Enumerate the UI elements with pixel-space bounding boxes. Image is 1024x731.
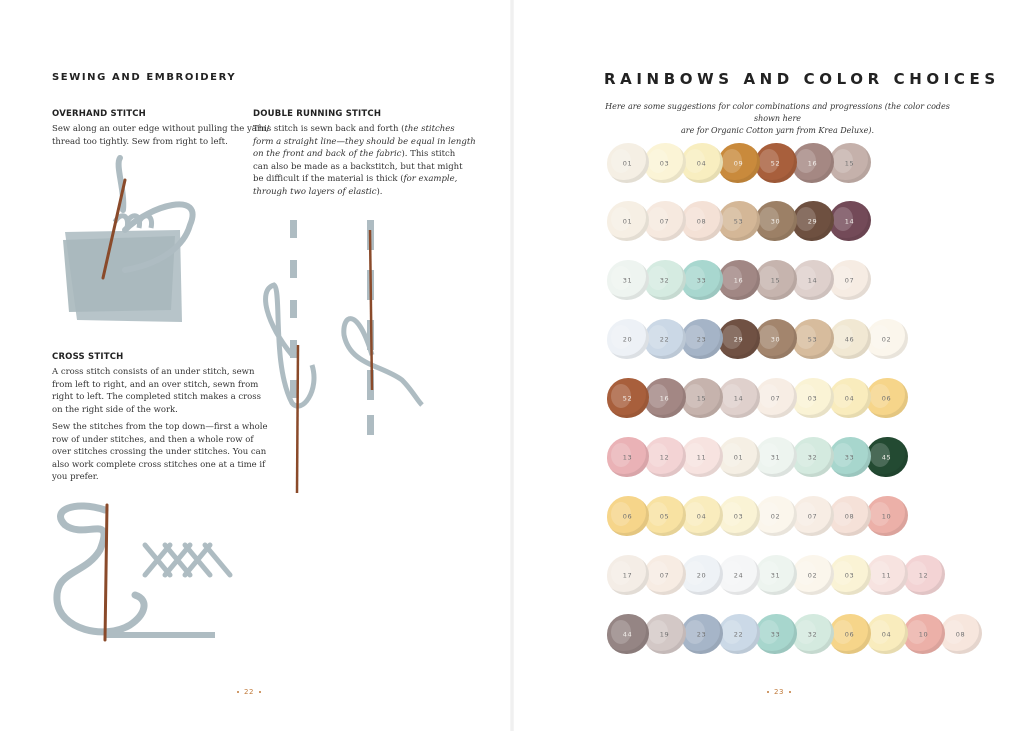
color-swatch: [792, 614, 834, 654]
swatch-code: 03: [733, 512, 744, 521]
color-swatch: [718, 614, 760, 654]
double-running-body: [253, 123, 476, 198]
color-swatch: [718, 555, 760, 595]
color-swatch: [607, 201, 649, 241]
color-swatch: [866, 496, 908, 536]
swatch-code: 15: [696, 394, 707, 403]
swatch-code: 22: [733, 630, 744, 639]
swatch-code: 12: [659, 453, 670, 462]
color-swatch: [644, 555, 686, 595]
swatch-code: 03: [807, 394, 818, 403]
intro-text: [600, 101, 955, 137]
swatch-code: 14: [733, 394, 744, 403]
color-swatch: [718, 143, 760, 183]
color-swatch: [607, 437, 649, 477]
swatch-code: 04: [844, 394, 855, 403]
swatch-code: 11: [881, 571, 892, 580]
color-swatch: [903, 555, 945, 595]
swatch-code: 16: [659, 394, 670, 403]
color-swatch: [866, 614, 908, 654]
color-swatch: [755, 496, 797, 536]
swatch-code: 08: [844, 512, 855, 521]
color-swatch: [829, 437, 871, 477]
swatch-code: 15: [844, 159, 855, 168]
cross-line: row of under stitches, and then a whole row of: [52, 434, 254, 445]
dr-text: be difficult if the material is thick (: [253, 174, 404, 184]
color-swatch: [607, 143, 649, 183]
color-swatch: [718, 201, 760, 241]
swatch-code: 03: [844, 571, 855, 580]
cross-stitches: [145, 545, 230, 575]
swatch-code: 45: [881, 453, 892, 462]
double-running-stitch-illustration: [262, 215, 432, 500]
swatch-code: 01: [733, 453, 744, 462]
swatch-code: 31: [770, 571, 781, 580]
swatch-code: 52: [770, 159, 781, 168]
dr-text: can also be made as a backstitch, but that might: [253, 161, 463, 172]
color-swatch: [607, 614, 649, 654]
color-swatch: [644, 260, 686, 300]
needle: [105, 505, 107, 640]
color-swatch: [681, 378, 723, 418]
color-swatch: [681, 143, 723, 183]
color-swatch: [607, 260, 649, 300]
color-swatch: [792, 555, 834, 595]
color-swatch: [829, 143, 871, 183]
cross-line: on the right side of the work.: [52, 404, 178, 415]
color-swatch: [792, 496, 834, 536]
color-swatch: [792, 378, 834, 418]
color-swatch: [718, 260, 760, 300]
swatch-code: 07: [659, 217, 670, 226]
yarn-curve: [57, 506, 144, 632]
swatch-code: 20: [622, 335, 633, 344]
overhand-line: thread too tightly. Sew from right to left.: [52, 136, 228, 147]
dr-text: the stitches: [404, 124, 455, 134]
cross-stitch-illustration: [45, 490, 240, 660]
color-swatch: [755, 614, 797, 654]
color-swatch: [681, 437, 723, 477]
swatch-code: 02: [807, 571, 818, 580]
page-number-text: 23: [774, 688, 784, 696]
color-swatch: [792, 437, 834, 477]
color-swatch: [607, 496, 649, 536]
right-page: [512, 0, 1024, 731]
color-swatch: [607, 555, 649, 595]
color-swatch: [755, 378, 797, 418]
color-swatch: [644, 143, 686, 183]
page-title: RAINBOWS AND COLOR CHOICES: [604, 70, 1000, 88]
swatch-code: 06: [622, 512, 633, 521]
swatch-code: 08: [955, 630, 966, 639]
color-swatch: [829, 496, 871, 536]
swatch-code: 33: [696, 276, 707, 285]
swatch-code: 04: [696, 512, 707, 521]
intro-line: Here are some suggestions for color combinations and progressions (the color codes shown here: [605, 102, 950, 123]
swatch-code: 06: [844, 630, 855, 639]
color-swatch: [718, 378, 760, 418]
swatch-code: 32: [807, 630, 818, 639]
swatch-code: 22: [659, 335, 670, 344]
overhand-body: [52, 123, 269, 148]
swatch-code: 11: [696, 453, 707, 462]
color-swatch: [866, 319, 908, 359]
swatch-code: 01: [622, 159, 633, 168]
page-number-left: [232, 688, 266, 696]
color-swatch: [644, 201, 686, 241]
color-swatch: [755, 260, 797, 300]
color-swatch: [644, 496, 686, 536]
dr-text: form a straight line—they should be equal in length: [253, 136, 476, 147]
swatch-code: 14: [807, 276, 818, 285]
double-running-heading: DOUBLE RUNNING STITCH: [253, 109, 382, 119]
page-number-right: [762, 688, 796, 696]
swatch-code: 07: [807, 512, 818, 521]
color-swatch: [903, 614, 945, 654]
dr-text: for example,: [403, 174, 458, 184]
color-swatch: [829, 260, 871, 300]
color-swatch: [829, 319, 871, 359]
color-swatch: [681, 260, 723, 300]
cross-body: [52, 366, 268, 484]
color-swatch: [681, 555, 723, 595]
cross-line: also work complete cross stitches one at a time if: [52, 459, 266, 470]
swatch-code: 05: [659, 512, 670, 521]
dr-text: through two layers of elastic: [253, 186, 377, 197]
cross-line: you prefer.: [52, 472, 99, 482]
dr-text: ).: [376, 186, 383, 197]
color-swatch: [792, 319, 834, 359]
color-swatch: [792, 201, 834, 241]
color-swatch: [940, 614, 982, 654]
swatch-code: 53: [733, 217, 744, 226]
color-swatch: [607, 378, 649, 418]
color-swatch: [829, 555, 871, 595]
cross-line: from left to right, and an over stitch, sewn from: [52, 379, 259, 390]
overhand-line: Sew along an outer edge without pulling the yarn/: [52, 124, 270, 134]
color-swatch: [866, 378, 908, 418]
color-swatch: [644, 378, 686, 418]
swatch-code: 03: [659, 159, 670, 168]
swatch-code: 17: [622, 571, 633, 580]
swatch-code: 08: [696, 217, 707, 226]
swatch-code: 07: [770, 394, 781, 403]
overhand-heading: OVERHAND STITCH: [52, 109, 146, 119]
swatch-code: 01: [622, 217, 633, 226]
swatch-code: 33: [770, 630, 781, 639]
color-swatch: [755, 201, 797, 241]
fabric-front: [63, 236, 175, 312]
stitch-dashes-left: [290, 220, 297, 398]
swatch-code: 24: [733, 571, 744, 580]
cross-line: A cross stitch consists of an under stitch, sewn: [52, 367, 255, 377]
color-swatch: [829, 201, 871, 241]
color-swatch: [607, 319, 649, 359]
section-title: SEWING AND EMBROIDERY: [52, 72, 237, 83]
swatch-code: 04: [696, 159, 707, 168]
swatch-code: 46: [844, 335, 855, 344]
swatch-code: 31: [622, 276, 633, 285]
dr-text: This stitch is sewn back and forth (: [253, 124, 405, 134]
intro-line: are for Organic Cotton yarn from Krea Deluxe).: [680, 126, 875, 135]
dr-text: ). This stitch: [401, 149, 456, 159]
cross-line: Sew the stitches from the top down—first a whole: [52, 422, 268, 432]
swatch-code: 16: [733, 276, 744, 285]
color-swatch: [866, 555, 908, 595]
swatch-code: 53: [807, 335, 818, 344]
color-swatch: [681, 201, 723, 241]
cross-line: over stitches crossing the under stitches. You can: [52, 447, 267, 457]
swatch-code: 10: [881, 512, 892, 521]
color-swatch: [644, 437, 686, 477]
swatch-code: 29: [733, 335, 744, 344]
yarn-right: [344, 319, 422, 405]
color-swatch: [681, 496, 723, 536]
color-swatch: [718, 437, 760, 477]
swatch-code: 14: [844, 217, 855, 226]
color-swatch: [681, 614, 723, 654]
overhand-stitch-illustration: [55, 150, 205, 335]
swatch-code: 02: [770, 512, 781, 521]
swatch-code: 31: [770, 453, 781, 462]
swatch-code: 16: [807, 159, 818, 168]
color-swatch: [829, 378, 871, 418]
yarn-left: [266, 285, 314, 406]
swatch-code: 44: [622, 630, 633, 639]
color-swatch: [829, 614, 871, 654]
swatch-code: 52: [622, 394, 633, 403]
color-swatch: [755, 437, 797, 477]
color-swatch: [718, 496, 760, 536]
color-swatch: [644, 319, 686, 359]
swatch-code: 30: [770, 217, 781, 226]
page-number-text: 22: [244, 688, 254, 696]
swatch-code: 23: [696, 630, 707, 639]
swatch-code: 07: [844, 276, 855, 285]
swatch-code: 07: [659, 571, 670, 580]
swatch-code: 15: [770, 276, 781, 285]
swatch-code: 20: [696, 571, 707, 580]
swatch-code: 13: [622, 453, 633, 462]
color-swatch: [792, 143, 834, 183]
swatch-code: 10: [918, 630, 929, 639]
dr-text: on the front and back of the fabric: [253, 149, 402, 159]
color-swatch: [755, 143, 797, 183]
cross-heading: CROSS STITCH: [52, 352, 124, 362]
swatch-code: 33: [844, 453, 855, 462]
swatch-code: 02: [881, 335, 892, 344]
color-swatch: [866, 437, 908, 477]
swatch-code: 23: [696, 335, 707, 344]
color-swatch: [755, 555, 797, 595]
swatch-code: 12: [918, 571, 929, 580]
color-swatch: [792, 260, 834, 300]
color-swatch: [681, 319, 723, 359]
swatch-code: 04: [881, 630, 892, 639]
cross-line: right to left. The completed stitch makes a cross: [52, 392, 262, 402]
needle-left: [297, 345, 298, 493]
swatch-code: 19: [659, 630, 670, 639]
swatch-code: 32: [659, 276, 670, 285]
color-swatch: [718, 319, 760, 359]
swatch-code: 30: [770, 335, 781, 344]
color-swatch: [755, 319, 797, 359]
swatch-code: 32: [807, 453, 818, 462]
color-swatch: [644, 614, 686, 654]
swatch-code: 29: [807, 217, 818, 226]
swatch-code: 09: [733, 159, 744, 168]
swatch-code: 06: [881, 394, 892, 403]
